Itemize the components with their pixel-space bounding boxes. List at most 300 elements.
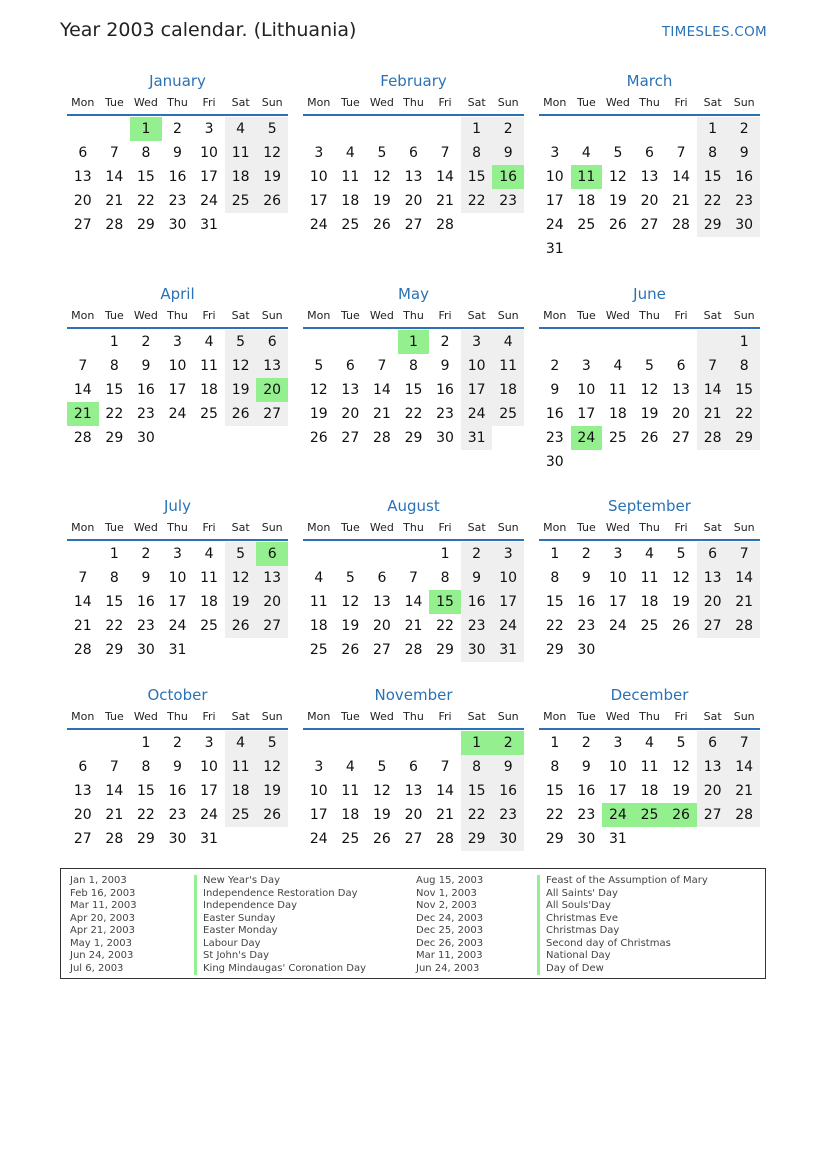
day-cell[interactable]: 10 (168, 570, 187, 586)
holiday-day-cell[interactable]: 1 (398, 330, 430, 354)
day-cell[interactable]: 12 (372, 169, 391, 185)
day-cell[interactable]: 1 (109, 334, 119, 350)
day-cell[interactable]: 20 (73, 807, 92, 823)
day-cell[interactable]: 30 (168, 217, 187, 233)
day-cell[interactable]: 12 (672, 759, 690, 775)
day-cell[interactable]: 16 (577, 594, 596, 610)
day-cell[interactable]: 8 (461, 141, 493, 165)
day-cell[interactable]: 24 (168, 406, 187, 422)
day-cell[interactable]: 17 (577, 406, 596, 422)
day-cell[interactable]: 10 (200, 759, 218, 775)
day-cell[interactable]: 17 (168, 594, 187, 610)
day-cell[interactable]: 26 (225, 614, 257, 638)
day-cell[interactable]: 9 (492, 141, 524, 165)
day-cell[interactable]: 19 (672, 783, 690, 799)
day-cell[interactable]: 17 (492, 590, 524, 614)
day-cell[interactable]: 5 (676, 735, 686, 751)
day-cell[interactable]: 8 (440, 570, 450, 586)
day-cell[interactable]: 27 (640, 217, 659, 233)
holiday-day-cell[interactable]: 24 (602, 803, 634, 827)
day-cell[interactable]: 10 (461, 354, 493, 378)
day-cell[interactable]: 30 (545, 454, 564, 470)
day-cell[interactable]: 29 (728, 426, 760, 450)
day-cell[interactable]: 15 (545, 783, 564, 799)
day-cell[interactable]: 16 (492, 779, 524, 803)
day-cell[interactable]: 26 (256, 189, 288, 213)
day-cell[interactable]: 20 (697, 779, 729, 803)
day-cell[interactable]: 1 (697, 117, 729, 141)
day-cell[interactable]: 8 (409, 358, 418, 374)
holiday-day-cell[interactable]: 2 (492, 731, 524, 755)
day-cell[interactable]: 11 (225, 755, 257, 779)
day-cell[interactable]: 28 (728, 803, 760, 827)
day-cell[interactable]: 10 (309, 169, 328, 185)
day-cell[interactable]: 11 (200, 358, 218, 374)
day-cell[interactable]: 12 (225, 566, 257, 590)
day-cell[interactable]: 18 (200, 382, 218, 398)
day-cell[interactable]: 17 (200, 783, 218, 799)
day-cell[interactable]: 7 (728, 731, 760, 755)
day-cell[interactable]: 30 (436, 430, 454, 446)
day-cell[interactable]: 4 (345, 145, 355, 161)
day-cell[interactable]: 19 (341, 618, 360, 634)
day-cell[interactable]: 9 (173, 145, 182, 161)
day-cell[interactable]: 28 (105, 831, 124, 847)
day-cell[interactable]: 27 (697, 803, 729, 827)
day-cell[interactable]: 9 (141, 358, 151, 374)
day-cell[interactable]: 3 (613, 546, 623, 562)
day-cell[interactable]: 13 (697, 755, 729, 779)
day-cell[interactable]: 29 (136, 217, 155, 233)
holiday-day-cell[interactable]: 16 (492, 165, 524, 189)
day-cell[interactable]: 5 (256, 117, 288, 141)
day-cell[interactable]: 19 (225, 590, 257, 614)
day-cell[interactable]: 22 (697, 189, 729, 213)
day-cell[interactable]: 8 (109, 358, 119, 374)
day-cell[interactable]: 12 (256, 755, 288, 779)
day-cell[interactable]: 12 (256, 141, 288, 165)
day-cell[interactable]: 16 (577, 783, 596, 799)
day-cell[interactable]: 5 (225, 330, 257, 354)
day-cell[interactable]: 23 (545, 430, 564, 446)
day-cell[interactable]: 15 (697, 165, 729, 189)
day-cell[interactable]: 13 (672, 382, 690, 398)
day-cell[interactable]: 26 (256, 803, 288, 827)
day-cell[interactable]: 2 (550, 358, 560, 374)
day-cell[interactable]: 15 (728, 378, 760, 402)
day-cell[interactable]: 14 (73, 594, 92, 610)
day-cell[interactable]: 30 (728, 213, 760, 237)
day-cell[interactable]: 14 (404, 594, 423, 610)
day-cell[interactable]: 12 (672, 570, 690, 586)
holiday-day-cell[interactable]: 11 (571, 165, 603, 189)
day-cell[interactable]: 4 (492, 330, 524, 354)
day-cell[interactable]: 2 (581, 546, 591, 562)
day-cell[interactable]: 17 (608, 594, 627, 610)
day-cell[interactable]: 1 (109, 546, 119, 562)
day-cell[interactable]: 18 (608, 406, 627, 422)
day-cell[interactable]: 4 (204, 546, 214, 562)
day-cell[interactable]: 27 (73, 831, 92, 847)
day-cell[interactable]: 22 (436, 618, 454, 634)
day-cell[interactable]: 10 (309, 783, 328, 799)
day-cell[interactable]: 19 (256, 779, 288, 803)
day-cell[interactable]: 10 (577, 382, 596, 398)
day-cell[interactable]: 13 (341, 382, 360, 398)
day-cell[interactable]: 6 (409, 145, 418, 161)
day-cell[interactable]: 23 (168, 807, 187, 823)
day-cell[interactable]: 14 (697, 378, 729, 402)
day-cell[interactable]: 28 (728, 614, 760, 638)
holiday-day-cell[interactable]: 20 (256, 378, 288, 402)
day-cell[interactable]: 8 (141, 145, 151, 161)
day-cell[interactable]: 3 (173, 334, 182, 350)
day-cell[interactable]: 27 (672, 430, 690, 446)
day-cell[interactable]: 21 (728, 779, 760, 803)
day-cell[interactable]: 28 (73, 430, 92, 446)
day-cell[interactable]: 14 (728, 566, 760, 590)
day-cell[interactable]: 9 (141, 570, 151, 586)
day-cell[interactable]: 28 (105, 217, 124, 233)
day-cell[interactable]: 14 (436, 783, 454, 799)
day-cell[interactable]: 16 (461, 590, 493, 614)
day-cell[interactable]: 25 (225, 803, 257, 827)
day-cell[interactable]: 16 (168, 169, 187, 185)
day-cell[interactable]: 14 (436, 169, 454, 185)
day-cell[interactable]: 23 (461, 614, 493, 638)
holiday-day-cell[interactable]: 24 (571, 426, 603, 450)
day-cell[interactable]: 25 (608, 430, 627, 446)
day-cell[interactable]: 3 (492, 542, 524, 566)
day-cell[interactable]: 8 (461, 755, 493, 779)
day-cell[interactable]: 21 (436, 193, 454, 209)
day-cell[interactable]: 23 (492, 189, 524, 213)
day-cell[interactable]: 25 (640, 618, 659, 634)
day-cell[interactable]: 29 (136, 831, 155, 847)
day-cell[interactable]: 9 (173, 759, 182, 775)
day-cell[interactable]: 22 (728, 402, 760, 426)
day-cell[interactable]: 24 (309, 831, 328, 847)
day-cell[interactable]: 20 (404, 807, 423, 823)
day-cell[interactable]: 23 (136, 406, 155, 422)
day-cell[interactable]: 15 (105, 594, 124, 610)
day-cell[interactable]: 21 (697, 402, 729, 426)
day-cell[interactable]: 7 (440, 145, 450, 161)
day-cell[interactable]: 13 (256, 566, 288, 590)
day-cell[interactable]: 24 (608, 618, 627, 634)
day-cell[interactable]: 23 (168, 193, 187, 209)
day-cell[interactable]: 8 (109, 570, 119, 586)
day-cell[interactable]: 14 (728, 755, 760, 779)
day-cell[interactable]: 6 (676, 358, 686, 374)
day-cell[interactable]: 15 (461, 779, 493, 803)
day-cell[interactable]: 27 (341, 430, 360, 446)
day-cell[interactable]: 6 (78, 759, 88, 775)
day-cell[interactable]: 10 (545, 169, 564, 185)
holiday-day-cell[interactable]: 15 (429, 590, 461, 614)
day-cell[interactable]: 17 (309, 193, 328, 209)
day-cell[interactable]: 20 (697, 590, 729, 614)
day-cell[interactable]: 23 (577, 618, 596, 634)
day-cell[interactable]: 9 (728, 141, 760, 165)
day-cell[interactable]: 29 (105, 642, 124, 658)
day-cell[interactable]: 31 (461, 426, 493, 450)
day-cell[interactable]: 7 (78, 358, 88, 374)
day-cell[interactable]: 7 (109, 145, 119, 161)
day-cell[interactable]: 11 (225, 141, 257, 165)
day-cell[interactable]: 19 (672, 594, 690, 610)
day-cell[interactable]: 22 (136, 807, 155, 823)
day-cell[interactable]: 5 (225, 542, 257, 566)
day-cell[interactable]: 16 (436, 382, 454, 398)
day-cell[interactable]: 22 (105, 618, 124, 634)
day-cell[interactable]: 25 (577, 217, 596, 233)
day-cell[interactable]: 22 (545, 618, 564, 634)
day-cell[interactable]: 24 (545, 217, 564, 233)
day-cell[interactable]: 14 (372, 382, 391, 398)
day-cell[interactable]: 10 (608, 759, 627, 775)
day-cell[interactable]: 14 (105, 783, 124, 799)
day-cell[interactable]: 8 (550, 759, 560, 775)
day-cell[interactable]: 11 (640, 759, 659, 775)
day-cell[interactable]: 25 (200, 618, 218, 634)
day-cell[interactable]: 3 (204, 735, 214, 751)
day-cell[interactable]: 8 (728, 354, 760, 378)
day-cell[interactable]: 28 (73, 642, 92, 658)
day-cell[interactable]: 23 (728, 189, 760, 213)
day-cell[interactable]: 28 (372, 430, 391, 446)
day-cell[interactable]: 21 (105, 193, 124, 209)
day-cell[interactable]: 10 (608, 570, 627, 586)
day-cell[interactable]: 26 (341, 642, 360, 658)
day-cell[interactable]: 4 (645, 546, 654, 562)
day-cell[interactable]: 11 (309, 594, 328, 610)
day-cell[interactable]: 30 (577, 831, 596, 847)
day-cell[interactable]: 2 (461, 542, 493, 566)
day-cell[interactable]: 17 (168, 382, 187, 398)
day-cell[interactable]: 4 (581, 145, 591, 161)
day-cell[interactable]: 23 (577, 807, 596, 823)
day-cell[interactable]: 5 (256, 731, 288, 755)
day-cell[interactable]: 18 (492, 378, 524, 402)
day-cell[interactable]: 31 (200, 831, 218, 847)
day-cell[interactable]: 2 (440, 334, 450, 350)
day-cell[interactable]: 11 (341, 783, 360, 799)
day-cell[interactable]: 16 (728, 165, 760, 189)
day-cell[interactable]: 5 (645, 358, 654, 374)
day-cell[interactable]: 9 (550, 382, 560, 398)
day-cell[interactable]: 5 (314, 358, 324, 374)
day-cell[interactable]: 22 (461, 189, 493, 213)
day-cell[interactable]: 27 (404, 217, 423, 233)
day-cell[interactable]: 4 (345, 759, 355, 775)
day-cell[interactable]: 23 (492, 803, 524, 827)
day-cell[interactable]: 21 (73, 618, 92, 634)
day-cell[interactable]: 2 (173, 121, 182, 137)
day-cell[interactable]: 15 (105, 382, 124, 398)
day-cell[interactable]: 22 (105, 406, 124, 422)
day-cell[interactable]: 2 (581, 735, 591, 751)
day-cell[interactable]: 11 (640, 570, 659, 586)
day-cell[interactable]: 26 (640, 430, 659, 446)
day-cell[interactable]: 20 (372, 618, 391, 634)
day-cell[interactable]: 28 (436, 217, 454, 233)
day-cell[interactable]: 15 (545, 594, 564, 610)
day-cell[interactable]: 5 (377, 145, 387, 161)
day-cell[interactable]: 29 (105, 430, 124, 446)
day-cell[interactable]: 7 (78, 570, 88, 586)
day-cell[interactable]: 3 (461, 330, 493, 354)
day-cell[interactable]: 21 (105, 807, 124, 823)
day-cell[interactable]: 29 (436, 642, 454, 658)
day-cell[interactable]: 21 (372, 406, 391, 422)
day-cell[interactable]: 7 (109, 759, 119, 775)
holiday-day-cell[interactable]: 6 (256, 542, 288, 566)
day-cell[interactable]: 16 (168, 783, 187, 799)
day-cell[interactable]: 17 (461, 378, 493, 402)
day-cell[interactable]: 6 (697, 542, 729, 566)
day-cell[interactable]: 30 (168, 831, 187, 847)
day-cell[interactable]: 24 (492, 614, 524, 638)
day-cell[interactable]: 3 (550, 145, 560, 161)
day-cell[interactable]: 26 (608, 217, 627, 233)
day-cell[interactable]: 5 (345, 570, 355, 586)
day-cell[interactable]: 20 (404, 193, 423, 209)
day-cell[interactable]: 9 (492, 755, 524, 779)
day-cell[interactable]: 12 (372, 783, 391, 799)
day-cell[interactable]: 27 (697, 614, 729, 638)
day-cell[interactable]: 20 (672, 406, 690, 422)
day-cell[interactable]: 3 (314, 759, 324, 775)
day-cell[interactable]: 24 (200, 193, 218, 209)
day-cell[interactable]: 10 (200, 145, 218, 161)
day-cell[interactable]: 24 (309, 217, 328, 233)
day-cell[interactable]: 4 (314, 570, 324, 586)
day-cell[interactable]: 25 (341, 217, 360, 233)
day-cell[interactable]: 7 (697, 354, 729, 378)
day-cell[interactable]: 21 (672, 193, 690, 209)
day-cell[interactable]: 18 (640, 783, 659, 799)
day-cell[interactable]: 31 (545, 241, 564, 257)
day-cell[interactable]: 13 (640, 169, 659, 185)
day-cell[interactable]: 28 (672, 217, 690, 233)
day-cell[interactable]: 6 (377, 570, 387, 586)
day-cell[interactable]: 11 (492, 354, 524, 378)
day-cell[interactable]: 7 (409, 570, 418, 586)
day-cell[interactable]: 18 (341, 193, 360, 209)
day-cell[interactable]: 3 (204, 121, 214, 137)
day-cell[interactable]: 24 (461, 402, 493, 426)
day-cell[interactable]: 15 (404, 382, 423, 398)
day-cell[interactable]: 1 (141, 735, 151, 751)
day-cell[interactable]: 19 (372, 193, 391, 209)
day-cell[interactable]: 24 (168, 618, 187, 634)
day-cell[interactable]: 6 (697, 731, 729, 755)
day-cell[interactable]: 1 (461, 117, 493, 141)
day-cell[interactable]: 25 (492, 402, 524, 426)
day-cell[interactable]: 31 (200, 217, 218, 233)
day-cell[interactable]: 6 (78, 145, 88, 161)
day-cell[interactable]: 9 (581, 759, 591, 775)
day-cell[interactable]: 2 (728, 117, 760, 141)
day-cell[interactable]: 3 (613, 735, 623, 751)
day-cell[interactable]: 19 (640, 406, 659, 422)
day-cell[interactable]: 13 (73, 169, 92, 185)
day-cell[interactable]: 29 (545, 831, 564, 847)
day-cell[interactable]: 20 (256, 590, 288, 614)
day-cell[interactable]: 16 (136, 594, 155, 610)
day-cell[interactable]: 28 (436, 831, 454, 847)
day-cell[interactable]: 2 (173, 735, 182, 751)
day-cell[interactable]: 27 (256, 402, 288, 426)
day-cell[interactable]: 22 (404, 406, 423, 422)
day-cell[interactable]: 7 (728, 542, 760, 566)
day-cell[interactable]: 18 (341, 807, 360, 823)
day-cell[interactable]: 16 (136, 382, 155, 398)
day-cell[interactable]: 31 (608, 831, 627, 847)
day-cell[interactable]: 4 (225, 731, 257, 755)
day-cell[interactable]: 16 (545, 406, 564, 422)
day-cell[interactable]: 27 (256, 614, 288, 638)
day-cell[interactable]: 26 (672, 618, 690, 634)
day-cell[interactable]: 28 (697, 426, 729, 450)
day-cell[interactable]: 18 (309, 618, 328, 634)
day-cell[interactable]: 23 (436, 406, 454, 422)
day-cell[interactable]: 13 (697, 566, 729, 590)
day-cell[interactable]: 31 (492, 638, 524, 662)
day-cell[interactable]: 27 (73, 217, 92, 233)
day-cell[interactable]: 27 (404, 831, 423, 847)
day-cell[interactable]: 25 (200, 406, 218, 422)
day-cell[interactable]: 10 (168, 358, 187, 374)
day-cell[interactable]: 24 (200, 807, 218, 823)
day-cell[interactable]: 18 (640, 594, 659, 610)
day-cell[interactable]: 22 (545, 807, 564, 823)
day-cell[interactable]: 1 (440, 546, 450, 562)
day-cell[interactable]: 26 (225, 402, 257, 426)
day-cell[interactable]: 26 (309, 430, 328, 446)
day-cell[interactable]: 6 (345, 358, 355, 374)
day-cell[interactable]: 20 (341, 406, 360, 422)
day-cell[interactable]: 19 (309, 406, 328, 422)
day-cell[interactable]: 20 (73, 193, 92, 209)
day-cell[interactable]: 17 (200, 169, 218, 185)
day-cell[interactable]: 6 (256, 330, 288, 354)
day-cell[interactable]: 28 (404, 642, 423, 658)
day-cell[interactable]: 6 (409, 759, 418, 775)
day-cell[interactable]: 14 (73, 382, 92, 398)
day-cell[interactable]: 17 (309, 807, 328, 823)
day-cell[interactable]: 4 (204, 334, 214, 350)
day-cell[interactable]: 15 (461, 165, 493, 189)
day-cell[interactable]: 4 (613, 358, 623, 374)
day-cell[interactable]: 1 (728, 330, 760, 354)
day-cell[interactable]: 14 (672, 169, 690, 185)
day-cell[interactable]: 20 (640, 193, 659, 209)
day-cell[interactable]: 4 (645, 735, 654, 751)
day-cell[interactable]: 4 (225, 117, 257, 141)
day-cell[interactable]: 11 (608, 382, 627, 398)
holiday-day-cell[interactable]: 26 (665, 803, 697, 827)
day-cell[interactable]: 5 (377, 759, 387, 775)
day-cell[interactable]: 19 (608, 193, 627, 209)
day-cell[interactable]: 30 (136, 642, 155, 658)
day-cell[interactable]: 12 (608, 169, 627, 185)
day-cell[interactable]: 30 (136, 430, 155, 446)
day-cell[interactable]: 12 (640, 382, 659, 398)
day-cell[interactable]: 29 (697, 213, 729, 237)
day-cell[interactable]: 8 (697, 141, 729, 165)
